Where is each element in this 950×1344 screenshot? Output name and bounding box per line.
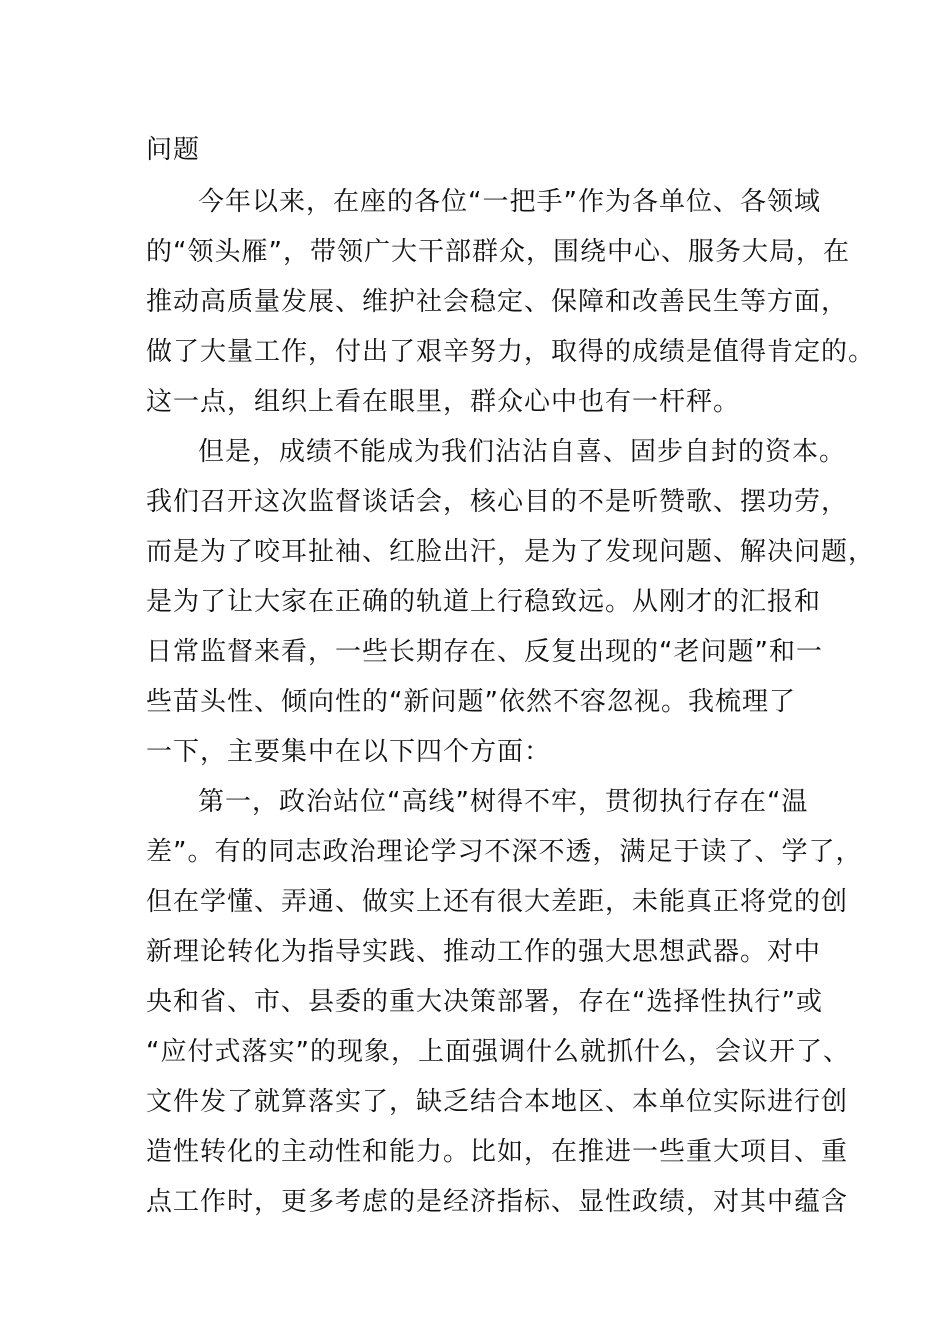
text-line: 央和省、市、县委的重大决策部署，存在“选择性执行”或	[146, 987, 823, 1017]
text-line: 推动高质量发展、维护社会稳定、保障和改善民生等方面，	[146, 287, 849, 317]
text-line: 日常监督来看，一些长期存在、反复出现的“老问题”和一	[146, 637, 823, 667]
text-line: 差”。有的同志政治理论学习不深不透，满足于读了、学了，	[146, 837, 863, 867]
text-line: 问题	[146, 135, 201, 165]
text-line: 文件发了就算落实了，缺乏结合本地区、本单位实际进行创	[146, 1087, 849, 1117]
text-line: 但在学懂、弄通、做实上还有很大差距，未能真正将党的创	[146, 887, 849, 917]
text-line: 的“领头雁”，带领广大干部群众，围绕中心、服务大局，在	[146, 237, 850, 267]
text-line: 造性转化的主动性和能力。比如，在推进一些重大项目、重	[146, 1137, 849, 1167]
paragraph-first-line: 但是，成绩不能成为我们沾沾自喜、固步自封的资本。	[198, 437, 847, 467]
text-line: 一下，主要集中在以下四个方面：	[146, 737, 552, 767]
text-line: 是为了让大家在正确的轨道上行稳致远。从刚才的汇报和	[146, 587, 822, 617]
text-line: “应付式落实”的现象，上面强调什么就抓什么，会议开了、	[146, 1037, 850, 1067]
paragraph-first-line: 第一，政治站位“高线”树得不牢，贯彻执行存在“温	[198, 787, 809, 817]
text-line: 我们召开这次监督谈话会，核心目的不是听赞歌、摆功劳，	[146, 487, 849, 517]
text-line: 这一点，组织上看在眼里，群众心中也有一杆秤。	[146, 387, 741, 417]
text-line: 新理论转化为指导实践、推动工作的强大思想武器。对中	[146, 937, 822, 967]
text-line: 做了大量工作，付出了艰辛努力，取得的成绩是值得肯定的。	[146, 337, 876, 367]
text-line: 而是为了咬耳扯袖、红脸出汗，是为了发现问题、解决问题，	[146, 537, 876, 567]
text-line: 些苗头性、倾向性的“新问题”依然不容忽视。我梳理了	[146, 687, 796, 717]
text-line: 点工作时，更多考虑的是经济指标、显性政绩，对其中蕴含	[146, 1187, 849, 1217]
paragraph-first-line: 今年以来，在座的各位“一把手”作为各单位、各领域	[198, 187, 821, 217]
